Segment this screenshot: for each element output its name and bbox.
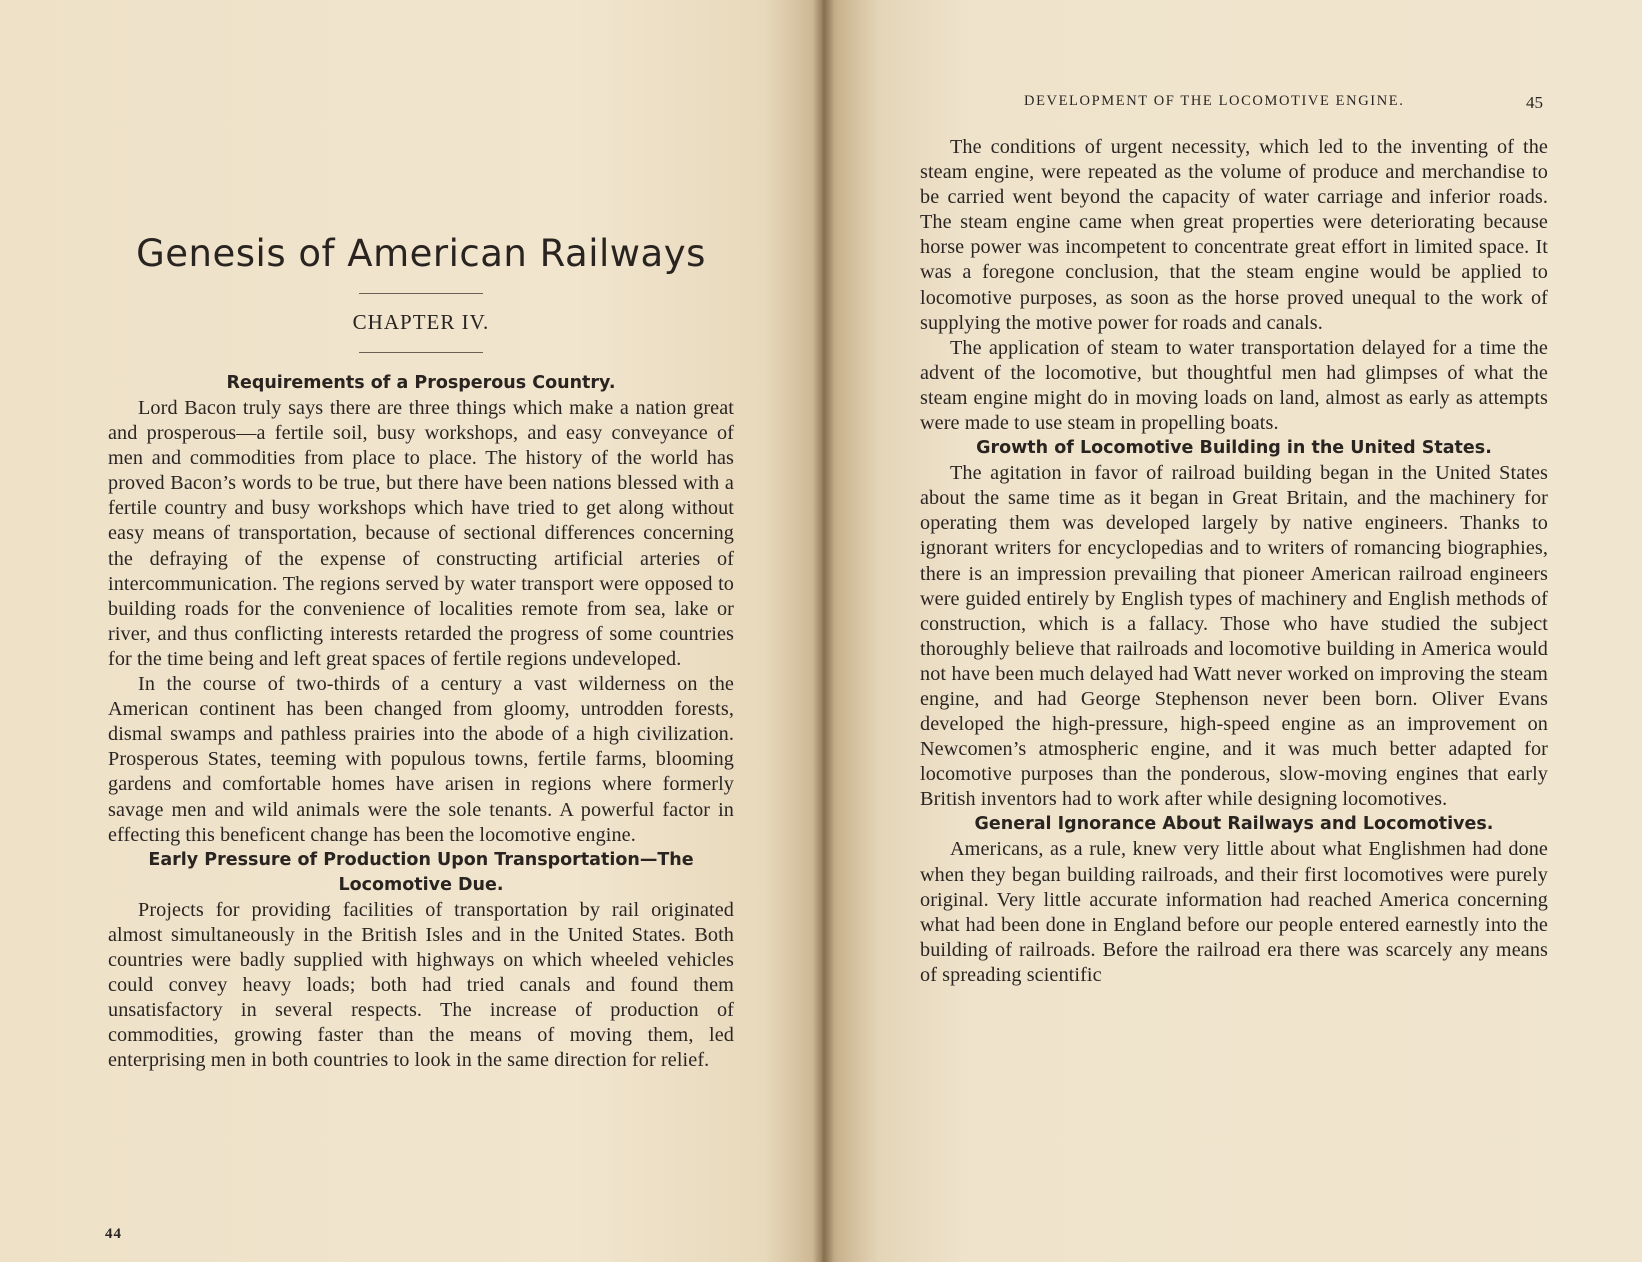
page-number-right: 45 (1526, 93, 1543, 112)
running-head: DEVELOPMENT OF THE LOCOMOTIVE ENGINE. (1024, 93, 1405, 109)
paragraph: Americans, as a rule, knew very little about what Englishmen had done when they began building railroads, and their first locomotives were purely original. Very little accurate information had reached America concerning what had been done in England before our people entered earnestly into the building of railroads. Before the railroad era there was scarcely any means of spreading scientific (920, 838, 1548, 986)
paragraph: The application of steam to water transportation delayed for a time the advent of the locomotive, but thoughtful men had glimpses of what the steam engine might do in moving loads on land, almost as early as attempts were made to use steam in propelling boats. (920, 336, 1548, 435)
right-page-body (920, 135, 1548, 988)
book-title: Genesis of American Railways (136, 232, 706, 275)
paragraph: Lord Bacon truly says there are three things which make a nation great and prosperous—a fertile soil, busy workshops, and easy conveyance of men and commodities from place to place. The history of the world has proved Bacon’s words to be true, but there have been nations blessed with a fertile country and busy workshops which have tried to get along without easy means of transportation, because of sectional differences concerning the defraying of the expense of constructing artificial arteries of intercommunication. The regions served by water transport were opposed to building roads for the convenience of localities remote from sea, lake or river, and thus conflicting interests retarded the progress of some countries for the time being and left great spaces of fertile regions undeveloped. (108, 397, 734, 670)
section-heading-growth: Growth of Locomotive Building in the United States. (976, 438, 1492, 459)
section-heading-general-ignorance: General Ignorance About Railways and Locomotives. (974, 814, 1494, 835)
gutter-shadow (812, 0, 834, 1262)
section-heading-requirements: Requirements of a Prosperous Country. (226, 373, 616, 393)
paragraph: In the course of two-thirds of a century a vast wilderness on the American continent has been changed from gloomy, untrodden forests, dismal swamps and pathless prairies into the abode of a high civilization. Prosperous States, teeming with populous towns, fertile farms, blooming gardens and comfortable homes have arisen in regions where formerly savage men and wild animals were the sole tenants. A powerful factor in effecting this beneficent change has been the locomotive engine. (108, 673, 734, 846)
chapter-heading: CHAPTER IV. (352, 310, 490, 334)
section-heading-early-pressure: Early Pressure of Production Upon Transportation—The Locomotive Due. (148, 849, 694, 895)
paragraph: The conditions of urgent necessity, which led to the inventing of the steam engine, were repeated as the volume of produce and merchandise to be carried went beyond the capacity of water carriage and inferior roads. The steam engine came when great properties were deteriorating because horse power was incompetent to concentrate great effort in limited space. It was a foregone conclusion, that the steam engine would be applied to locomotive purposes, as soon as the horse proved unequal to the work of supplying the motive power for roads and canals. (920, 136, 1548, 334)
page-number-left: 44 (105, 1226, 122, 1242)
right-page (822, 0, 1642, 1262)
paragraph: The agitation in favor of railroad building began in the United States about the same time as it began in Great Britain, and the machinery for operating them was developed largely by native engineers. Thanks to ignorant writers for encyclopedias and to writers of romancing biographies, there is an impression prevailing that pioneer American railroad engineers were guided entirely by English types of machinery and English methods of construction, which is a fallacy. Those who have studied the subject thoroughly believe that railroads and locomotive building in America would not have been much delayed had Watt never worked on improving the steam engine, and had George Stephenson never been born. Oliver Evans developed the high-pressure, high-speed engine as an improvement on Newcomen’s atmospheric engine, and it was much better adapted for locomotive purposes than the ponderous, slow-moving engines that early British inventors had to work after while designing locomotives. (920, 462, 1548, 811)
title-rule (359, 293, 483, 294)
chapter-rule (359, 352, 483, 353)
paragraph: Projects for providing facilities of transportation by rail originated almost simultaneously in the British Isles and in the United States. Both countries were badly supplied with highways on which wheeled vehicles could convey heavy loads; both had tried canals and found them unsatisfactory in several respects. The increase of production of commodities, growing faster than the means of moving them, led enterprising men in both countries to look in the same direction for relief. (108, 898, 734, 1072)
